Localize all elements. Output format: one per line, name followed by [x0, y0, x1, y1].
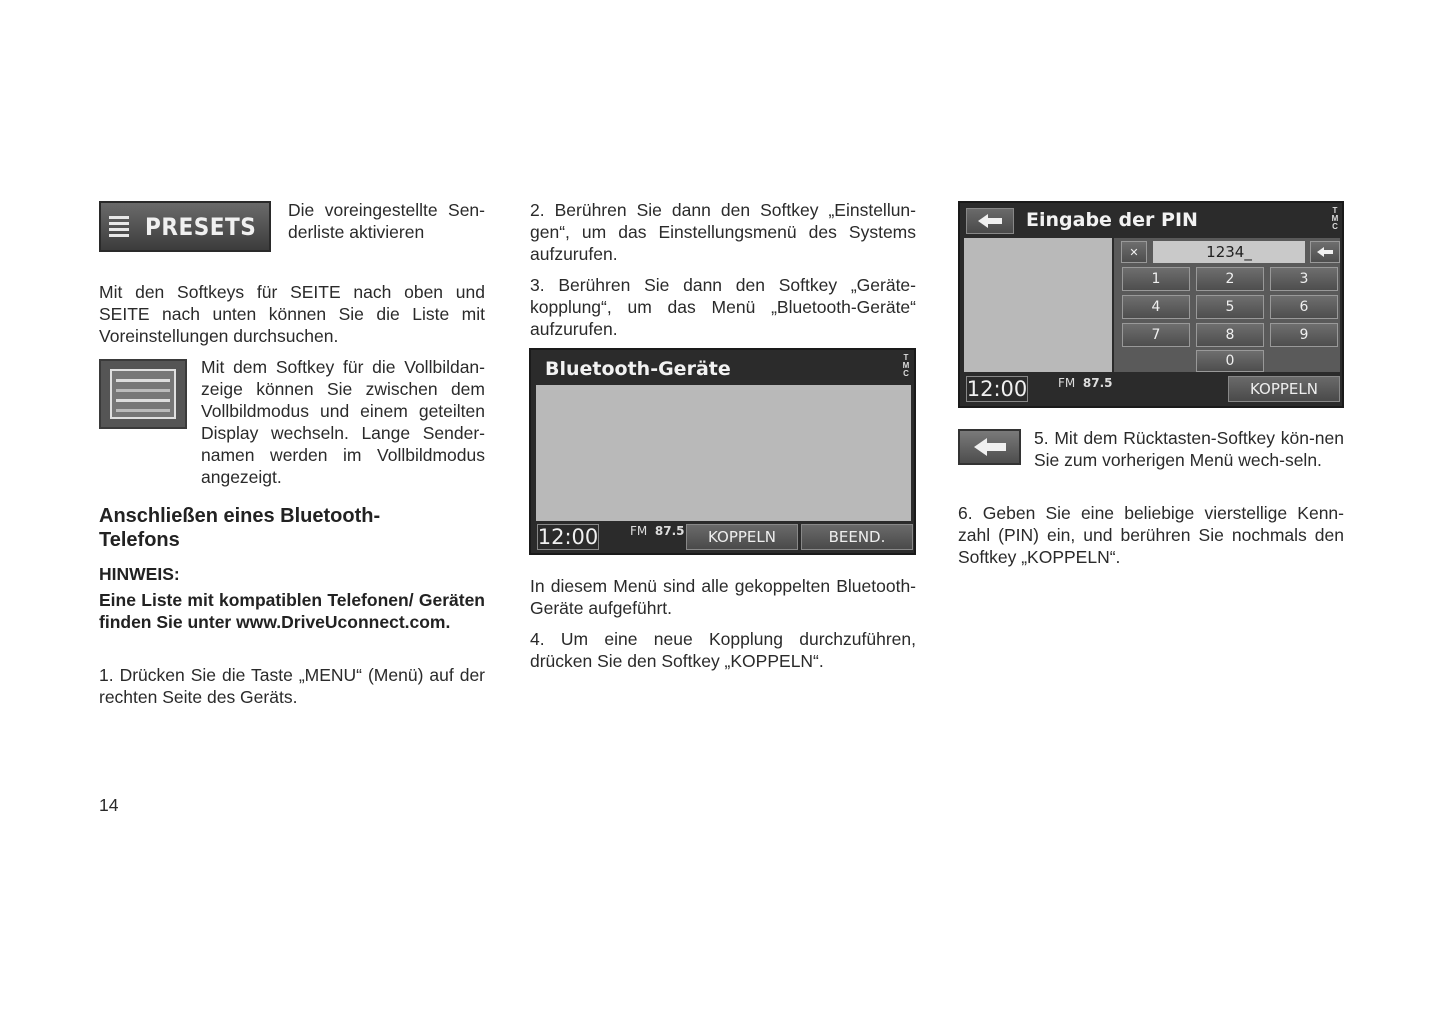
bluetooth-devices-screen — [529, 348, 916, 555]
back-arrow-icon — [973, 437, 1007, 457]
clock: 12:00 — [966, 377, 1028, 401]
note-text: Eine Liste mit kompatiblen Telefonen/ Geräten finden Sie unter www.DriveUconnect.com. — [99, 590, 485, 632]
screen-title: Eingabe der PIN — [1026, 209, 1198, 231]
list-paragraph: In diesem Menü sind alle gekoppelten Bluetooth-Geräte aufgeführt. — [530, 576, 916, 618]
note-label: HINWEIS: — [99, 564, 180, 584]
clear-x-icon: ✕ — [1129, 245, 1139, 259]
heading-line-1: Anschließen eines Bluetooth- — [99, 505, 381, 527]
pin-entry-screen — [958, 201, 1344, 408]
fm-status: FM 87.5 — [1058, 376, 1113, 390]
tmc-indicator: T M C — [1331, 206, 1339, 231]
koppeln-softkey[interactable]: KOPPELN — [1228, 376, 1340, 402]
step-2: 2. Berühren Sie dann den Softkey „Einstellun-gen“, um das Einstellungsmenü des Systems aufzurufen. — [530, 200, 916, 264]
seite-paragraph: Mit den Softkeys für SEITE nach oben und SEITE nach unten können Sie die Liste mit Voreinstellungen durchsuchen. — [99, 282, 485, 346]
key-7[interactable]: 7 — [1122, 323, 1190, 347]
key-5[interactable]: 5 — [1196, 295, 1264, 319]
key-4[interactable]: 4 — [1122, 295, 1190, 319]
fullscreen-softkey-icon — [99, 359, 187, 429]
key-8[interactable]: 8 — [1196, 323, 1264, 347]
clear-key[interactable] — [1121, 241, 1147, 263]
back-arrow-icon — [977, 213, 1003, 229]
menu-lines-icon — [109, 213, 129, 240]
back-softkey-icon — [958, 429, 1021, 465]
koppeln-softkey[interactable]: KOPPELN — [686, 524, 798, 550]
step-5: 5. Mit dem Rücktasten-Softkey kön-nen Sie zum vorherigen Menü wech-seln. — [1034, 428, 1344, 470]
step-3: 3. Berühren Sie dann den Softkey „Geräte-kopplung“, um das Menü „Bluetooth-Geräte“ aufzurufen. — [530, 275, 916, 339]
step-1: 1. Drücken Sie die Taste „MENU“ (Menü) auf der rechten Seite des Geräts. — [99, 665, 485, 707]
pin-input-field[interactable]: 1234 _ — [1153, 241, 1305, 263]
section-heading — [99, 504, 485, 552]
key-2[interactable]: 2 — [1196, 267, 1264, 291]
device-list-area — [536, 385, 911, 521]
pin-info-area — [964, 238, 1112, 372]
heading-line-2: Telefons — [99, 529, 180, 551]
key-1[interactable]: 1 — [1122, 267, 1190, 291]
step-4: 4. Um eine neue Kopplung durchzuführen, drücken Sie den Softkey „KOPPELN“. — [530, 629, 916, 671]
fm-status: FM 87.5 — [630, 524, 685, 538]
tmc-indicator: T M C — [902, 353, 910, 378]
screen-title: Bluetooth-Geräte — [545, 358, 731, 380]
presets-description: Die voreingestellte Sen-derliste aktivieren — [288, 200, 485, 242]
backspace-key[interactable] — [1310, 241, 1340, 263]
backspace-arrow-icon — [1317, 247, 1333, 257]
step-6: 6. Geben Sie eine beliebige vierstellige Kenn-zahl (PIN) ein, und berühren Sie nochmals den Softkey „KOPPELN“. — [958, 503, 1344, 567]
clock: 12:00 — [537, 525, 599, 549]
presets-softkey-icon — [99, 201, 271, 252]
key-9[interactable]: 9 — [1270, 323, 1338, 347]
key-3[interactable]: 3 — [1270, 267, 1338, 291]
key-0[interactable]: 0 — [1196, 350, 1264, 372]
key-6[interactable]: 6 — [1270, 295, 1338, 319]
page-number: 14 — [99, 795, 119, 815]
presets-label: PRESETS — [145, 212, 257, 241]
fullscreen-paragraph: Mit dem Softkey für die Vollbildan-zeige können Sie zwischen dem Vollbildmodus und einem geteilten Display wechseln. Lange Sender-namen werden im Vollbildmodus angezeigt. — [201, 357, 485, 487]
back-softkey[interactable] — [966, 208, 1014, 234]
beenden-softkey[interactable]: BEEND. — [801, 524, 913, 550]
